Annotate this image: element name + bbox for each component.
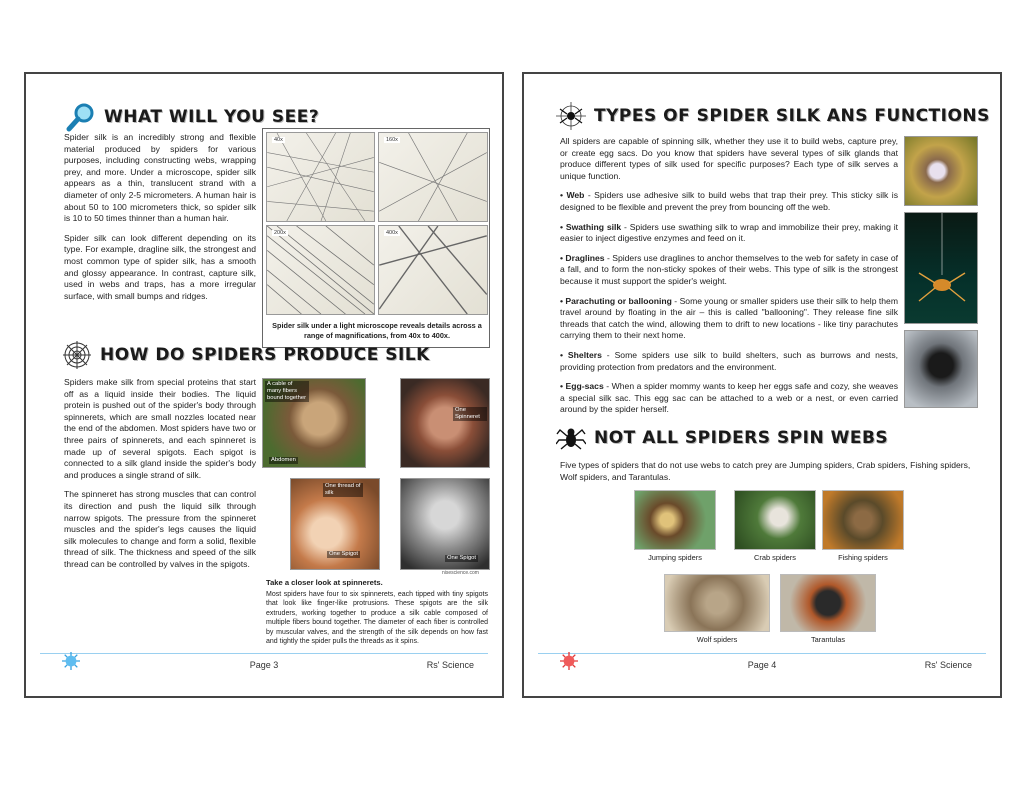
brand-name: Rs' Science [426, 660, 474, 670]
intro-text [64, 132, 256, 310]
spinneret-diagram [262, 378, 490, 646]
spider-photo-dragline [904, 212, 978, 324]
abdomen-label: Abdomen [271, 457, 296, 463]
spider-caption: Jumping spiders [648, 553, 702, 562]
micrograph-160x [378, 132, 488, 222]
microscope-figure [262, 128, 490, 348]
bullet-shelters: • Shelters - Some spiders use silk to build shelters, such as burrows and nests, providing protection from predators and the environment. [560, 349, 899, 372]
crab-spider-photo [734, 490, 816, 550]
page-footer [40, 653, 488, 674]
silk-types-text [560, 136, 898, 424]
mag-label: 200x [274, 230, 286, 236]
spider-on-web-icon [556, 102, 586, 130]
micrograph-400x [378, 225, 488, 315]
bullet-draglines: • Draglines - Spiders use draglines to anchor themselves to the web for safety in case of a fall, and to form the non-sticky spokes of their webs. This type of silk is the strongest because it must support the spider's weight. [560, 252, 899, 286]
page-number: Page 4 [747, 660, 777, 670]
spider-caption: Tarantulas [810, 635, 846, 644]
page-number: Page 3 [249, 660, 279, 670]
silk-production-text [64, 377, 256, 579]
page-4 [522, 72, 1002, 698]
paragraph: Spider silk can look different depending on its type. For example, dragline silk, the strongest and most common type of spider silk, has a smooth and glossy appearance. In contrast, capture silk, used in webs and traps, has a more irregular surface, with small bumps and ridges. [64, 232, 256, 301]
micrograph-200x [266, 225, 375, 315]
non-web-spiders-text: Five types of spiders that do not use webs to catch prey are Jumping spiders, Crab spiders, Fishing spiders, Wolf spiders, and Tarantulas. [560, 460, 971, 482]
fishing-spider-photo [822, 490, 904, 550]
paragraph: The spinneret has strong muscles that can control its direction and push the liquid silk through narrow spigots. The pressure from the spinneret muscles and the spider's legs causes the liquid silk molecules to change and form a solid, flexible thread of silk. The thickness and speed of the silk thread can be controlled by valves in the spigots. [64, 489, 256, 569]
mag-label: 400x [386, 230, 398, 236]
micrograph-40x [266, 132, 375, 222]
paragraph: Spiders make silk from special proteins that start off as a liquid inside their bodies. The liquid protein is pushed out of the spider's body through spinnerets, which are small nozzles located near the end of the abdomen. Most spiders have two or three pairs of spinnerets, and each spinneret is made up of several spigots. Each spigot is connected to a silk gland inside the spider's body and produces a single strand of silk. [64, 377, 256, 480]
bullet-swathing-silk: • Swathing silk - Spiders use swathing silk to wrap and immobilize their prey, making it easier to inject digestive enzymes and feed on it. [560, 221, 898, 244]
bullet-ballooning: • Parachuting or ballooning - Some young or smaller spiders use their silk to help them travel around by floating in the air – this is called "ballooning". They release fine silk threads that catch the wind, allowing them to drift to new locations - like tiny parachutes carrying them to their next home. [560, 295, 898, 341]
spider-caption: Fishing spiders [838, 553, 888, 562]
jumping-spider-photo [634, 490, 716, 550]
paragraph: All spiders are capable of spinning silk, whether they use it to build webs, capture prey, or create egg sacs. Do you know that spiders have several types of silk glands that produce different types of silk used for specific purposes? Each type of silk serves a unique function. [560, 136, 898, 181]
spider-photo-prey-wrapping [904, 136, 978, 206]
spiderweb-icon [62, 340, 92, 370]
paragraph: Spider silk is an incredibly strong and flexible material produced by spiders for various purposes, including constructing webs, wrapping prey, and more. Under a microscope, spider silk appears as a thin, translucent strand with a diameter of only 2-5 micrometers. A human hair is about 50 to 100 micrometers thick, so spider silk is 10 to 50 times thinner than a human hair. [64, 132, 256, 224]
page-3 [24, 72, 504, 698]
mag-label: 160x [386, 137, 398, 143]
image-credit: nisescience.com [442, 570, 479, 576]
closer-look-text: Most spiders have four to six spinnerets, each tipped with tiny spigots that look like finger-like protrusions. These spigots are the silk extruders, working together to produce a silk cable composed of multiple fibers bound together. The diameter of each fiber is controlled by muscular valves, and the strength of the silk depends on how fast and tightly the spider pulls the threads as it spins. [266, 591, 488, 646]
spider-icon [556, 424, 586, 452]
bullet-egg-sacs: • Egg-sacs - When a spider mommy wants to keep her eggs safe and cozy, she weaves a special silk sac. This egg sac can be attached to a web or a nest, or even carried around by the spider herself. [560, 381, 898, 415]
spider-caption: Crab spiders [754, 553, 796, 562]
closer-look-title: Take a closer look at spinnerets. [266, 578, 383, 587]
brand-name: Rs' Science [924, 660, 972, 670]
spinneret-label: One Spinneret [453, 407, 487, 421]
mag-label: 40x [274, 137, 283, 143]
spigot-label: One Spigot [447, 555, 477, 561]
heading-types-of-spider-silk: TYPES OF SPIDER SILK ANS FUNCTIONS [556, 102, 990, 130]
wolf-spider-photo [664, 574, 770, 632]
figure-caption: Spider silk under a light microscope reveals details across a range of magnifications, from 40x to 400x. [272, 321, 482, 340]
spider-abdomen-photo [262, 378, 366, 468]
spinneret-closeup-photo [400, 378, 490, 468]
silk-thread-photo [290, 478, 380, 570]
heading-how-do-spiders-produce-silk: HOW DO SPIDERS PRODUCE SILK [62, 340, 430, 370]
spider-silhouette [905, 213, 978, 324]
spider-caption: Wolf spiders [696, 635, 738, 644]
tarantula-photo [780, 574, 876, 632]
bullet-web: • Web - Spiders use adhesive silk to build webs that trap their prey. This sticky silk is designed to be flexible and prevent the prey from bouncing off the web. [560, 190, 898, 212]
magnifier-icon [66, 102, 96, 132]
closer-look-box [266, 578, 488, 646]
thread-label: One thread of silk [323, 483, 363, 497]
heading-what-will-you-see: WHAT WILL YOU SEE? [66, 102, 319, 132]
page-footer [538, 653, 986, 674]
spigot-sem-photo [400, 478, 490, 570]
spider-photo-burrow [904, 330, 978, 408]
cable-label: A cable of many fibers bound together [265, 381, 309, 402]
spigot-label: One Spigot [329, 551, 359, 557]
heading-not-all-spiders-spin-webs: NOT ALL SPIDERS SPIN WEBS [556, 424, 888, 452]
